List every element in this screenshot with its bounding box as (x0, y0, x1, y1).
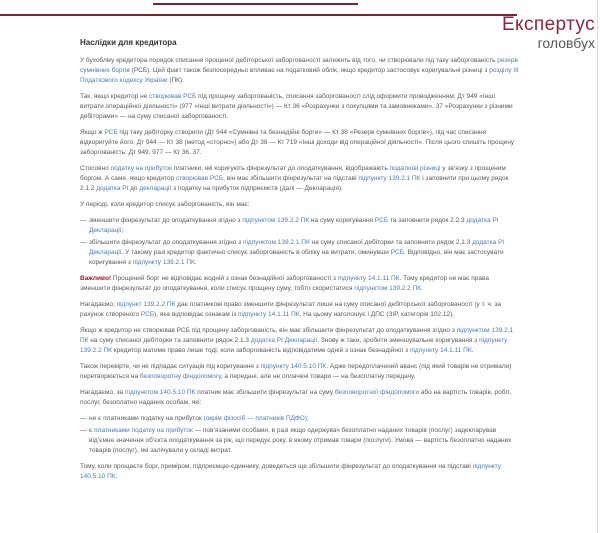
inline-link[interactable]: підпункт 139.2.2 ПК (116, 301, 176, 308)
inline-link[interactable]: додатка РІ Декларації (89, 239, 505, 256)
inline-link[interactable]: РСБ (374, 217, 389, 224)
text-run: (РСБ). Цей факт також безпосередньо впливає на податковий облік, якщо кредитор застосовує коригувальні різниці з (129, 67, 490, 74)
paragraph (80, 300, 520, 320)
list-item (80, 426, 520, 456)
text-run: і заповнити при цьому рядок 2.1.2 (80, 175, 509, 192)
inline-link[interactable]: створював РСБ (175, 175, 224, 182)
inline-link[interactable]: РСБ (140, 311, 155, 318)
text-run: на суму коригування (309, 217, 375, 224)
text-run: не є платниками податку на прибуток (89, 415, 204, 422)
text-run: платник має збільшити фінрезультат на суму (195, 389, 335, 396)
text-run: у зв’язку з прощеним боргом. А саме, якщо кредитор (80, 165, 506, 182)
text-run: на суму списаної дебіторки та заповнити рядок 2.1.3 (88, 337, 251, 344)
text-run: Якщо ж кредитор не створював РСБ під прощену заборгованість, він має збільшити фінрезультат до оподаткування згідно з (80, 327, 457, 334)
paragraph (80, 326, 520, 356)
inline-link[interactable]: підпунктом 139.2.1 ПК (242, 239, 310, 246)
inline-link[interactable]: резерв сумнівних боргів (80, 57, 518, 74)
text-run: Якщо ж (80, 129, 105, 136)
inline-link[interactable]: розділу ІІІ Податкового кодексу України (80, 67, 519, 84)
text-run: . Знову ж таки, зробити зменшувальне коригування з (317, 337, 480, 344)
text-run: У бухобліку кредитора порядок списання прощеної дебіторської заборгованості залежить від того, чи створювали під таку заборгованість (80, 57, 498, 64)
text-run: ), яка відповідає ознакам із (154, 311, 238, 318)
text-run: Прощений борг не відповідає жодній з ознак безнадійної заборгованості з (111, 275, 338, 282)
inline-link[interactable]: створював РСБ (149, 93, 197, 100)
inline-link[interactable]: підпунктом 139.2.1 ПК (80, 327, 514, 344)
text-run: , а передані, але не оплачені товари — на безоплатну передачу. (220, 373, 416, 380)
article (80, 38, 520, 488)
inline-link[interactable]: додатка РІ (96, 185, 129, 192)
inline-link[interactable]: підпункту 14.1.11 ПК (237, 311, 300, 318)
text-run: — пов’язаними особами, в разі якщо одержувач безоплатно наданих товарів (послуг) задекларував від’ємне значення об’єкта оподаткування за рік, що передує року, в якому отримав товари (послуги). Умова — вартість безоплатно наданих товарів (послуг), які залічували у складі витрат. (89, 427, 512, 454)
text-run: зменшити фінрезультат до оподаткування згідно з (89, 217, 243, 224)
inline-link[interactable]: підпунктом 140.5.10 ПК (124, 389, 196, 396)
paragraph (80, 462, 520, 482)
text-run: . Тому кредитор не має права зменшити фінрезультат до оподаткування, коли списує прощену суму, тобто скористатися (80, 275, 489, 292)
text-run: Нагадаємо, (80, 301, 117, 308)
bullet-dash-icon: — (80, 217, 87, 224)
inline-link[interactable]: підпункту 140.5.10 ПК (260, 363, 327, 370)
article-body (80, 56, 520, 482)
text-run: , він має збільшити фінрезультат на підставі (223, 175, 359, 182)
list-item (80, 414, 520, 424)
bullet-list (80, 414, 520, 456)
inline-link[interactable]: платниками податку на прибуток (94, 427, 193, 434)
inline-link[interactable]: РСБ (104, 129, 118, 136)
text-run: платники, які коригують фінрезультат до оподаткування, відображають (171, 165, 390, 172)
inline-link[interactable]: підпункту 139.2.2 ПК (80, 337, 508, 354)
text-run: ; (121, 227, 124, 234)
paragraph (80, 362, 520, 382)
inline-link[interactable]: підпунктом 139.2.2 ПК (242, 217, 310, 224)
text-run: під таку дебіторку створили (Дт 944 «Сумнівні та безнадійні борги» — Кт 38 «Резерв сумнівних боргів»), під час списання відкоригуйте його: Дт 944 — Кт 38 (метод «сторно») або Дт 38 — Кт 719 «Інші доходи від операційної діяльності». Після цього спишіть прощену заборгованість: Дт 949, 977 — Кт 36, 37. (80, 129, 515, 156)
text-run: У періоді, коли кредитор списує заборгованість, він має: (80, 201, 250, 208)
text-run: дає платникові право зменшити фінрезультат лише на суму списаної дебіторської заборгованості (у т. ч. за рахунок створеного (80, 301, 502, 318)
inline-link[interactable]: безповоротної фіндопомоги (334, 389, 420, 396)
text-run: . На цьому наголошує і ДПС (ЗІР, категорія 102.12). (299, 311, 455, 318)
text-run: . (194, 259, 197, 266)
inline-link[interactable]: підпункту 139.2.1 ПК (132, 259, 195, 266)
paragraph (80, 274, 520, 294)
inline-link[interactable]: додатка РІ Декларації (89, 217, 499, 234)
bullet-dash-icon: — (80, 427, 87, 434)
text-run: Стосовно (80, 165, 111, 172)
text-run: з податку на прибуток підприємств (далі — Декларація). (171, 185, 343, 192)
text-run: . (471, 347, 474, 354)
list-item (80, 216, 520, 236)
inline-link[interactable]: безповоротну фіндопомогу (139, 373, 221, 380)
paragraph (80, 56, 520, 86)
inline-link[interactable]: підпункту 140.5.10 ПК (80, 463, 501, 480)
paragraph (80, 128, 520, 158)
inline-link[interactable]: підпункту 14.1.11 ПК (337, 275, 400, 282)
inline-link[interactable]: декларації (139, 185, 172, 192)
scrollbar-track[interactable] (597, 0, 598, 533)
inline-link[interactable]: підпунктом 139.2.2 ПК (354, 285, 422, 292)
text-run: кредитор матиме право лише тоді, коли заборгованість відповідатиме одній з ознак безнадійної з (111, 347, 410, 354)
inline-link[interactable]: податкові різниці (389, 165, 441, 172)
text-run: під прощену заборгованість, списання заборгованості слід оформити проводженням: Дт 949 «Інші витрати операційної діяльності» (977 «Інші витрати діяльності») — Кт 36 «Розрахунки з покупцями та замовниками», 37 «Розрахунки з різними дебіторами» — на суму списаної заборгованості. (80, 93, 513, 120)
text-run: збільшити фінрезультат до оподаткування згідно з (89, 239, 243, 246)
paragraph (80, 164, 520, 194)
inline-link[interactable]: підпункту 139.2.1 ПК (358, 175, 421, 182)
text-run: до (128, 185, 140, 192)
text-run: . Відповідно, він має застосувати коригування з (89, 249, 504, 266)
text-run: є (89, 427, 95, 434)
bullet-dash-icon: — (80, 415, 87, 422)
inline-link[interactable]: податку на прибуток (110, 165, 172, 172)
text-run: . У такому разі кредитор фактично списує заборгованість в обліку на витрати, оминувши (121, 249, 391, 256)
list-item (80, 238, 520, 268)
important-label: Важливо! (80, 275, 112, 282)
paragraph (80, 92, 520, 122)
header-rule-top (153, 3, 358, 5)
inline-link[interactable]: додатка РІ Декларації (250, 337, 318, 344)
text-run: (ПК). (167, 77, 184, 84)
bullet-list (80, 216, 520, 268)
text-run: Також перевірте, чи не підпадає ситуація під коригування з (80, 363, 261, 370)
text-run: . (421, 285, 423, 292)
text-run: та заповнити рядок 2.2.3 (388, 217, 467, 224)
text-run: ; (307, 415, 309, 422)
inline-link[interactable]: РСБ (390, 249, 404, 256)
bullet-dash-icon: — (80, 239, 87, 246)
text-run: Нагадаємо, за (80, 389, 125, 396)
text-run: або на вартість товарів, робіт, послуг, безоплатно наданих особам, які: (80, 389, 512, 406)
paragraph (80, 388, 520, 408)
header-rule-main (0, 14, 517, 16)
text-run: Так, якщо кредитор не (80, 93, 150, 100)
article-title: Наслідки для кредитора (80, 38, 177, 47)
text-run: Тому, коли прощаєте борг, приміром, підприємцю-єдиннику, доведеться ще збільшити фінрезультат до оподаткування на підставі (80, 463, 473, 470)
brand-product: головбух (537, 35, 595, 51)
paragraph (80, 200, 520, 210)
text-run: . Адже передоплачений аванс (під який товарів не отримали) перетворюється на (80, 363, 512, 380)
inline-link[interactable]: (окрім фізосіб — платників ПДФО) (203, 415, 308, 422)
text-run: на суму списаної дебіторки та заповнити рядок 2.1.3 (309, 239, 473, 246)
text-run: . (115, 473, 118, 480)
brand-name: Експертус (501, 14, 595, 35)
inline-link[interactable]: підпункту 14.1.11 ПК (409, 347, 472, 354)
